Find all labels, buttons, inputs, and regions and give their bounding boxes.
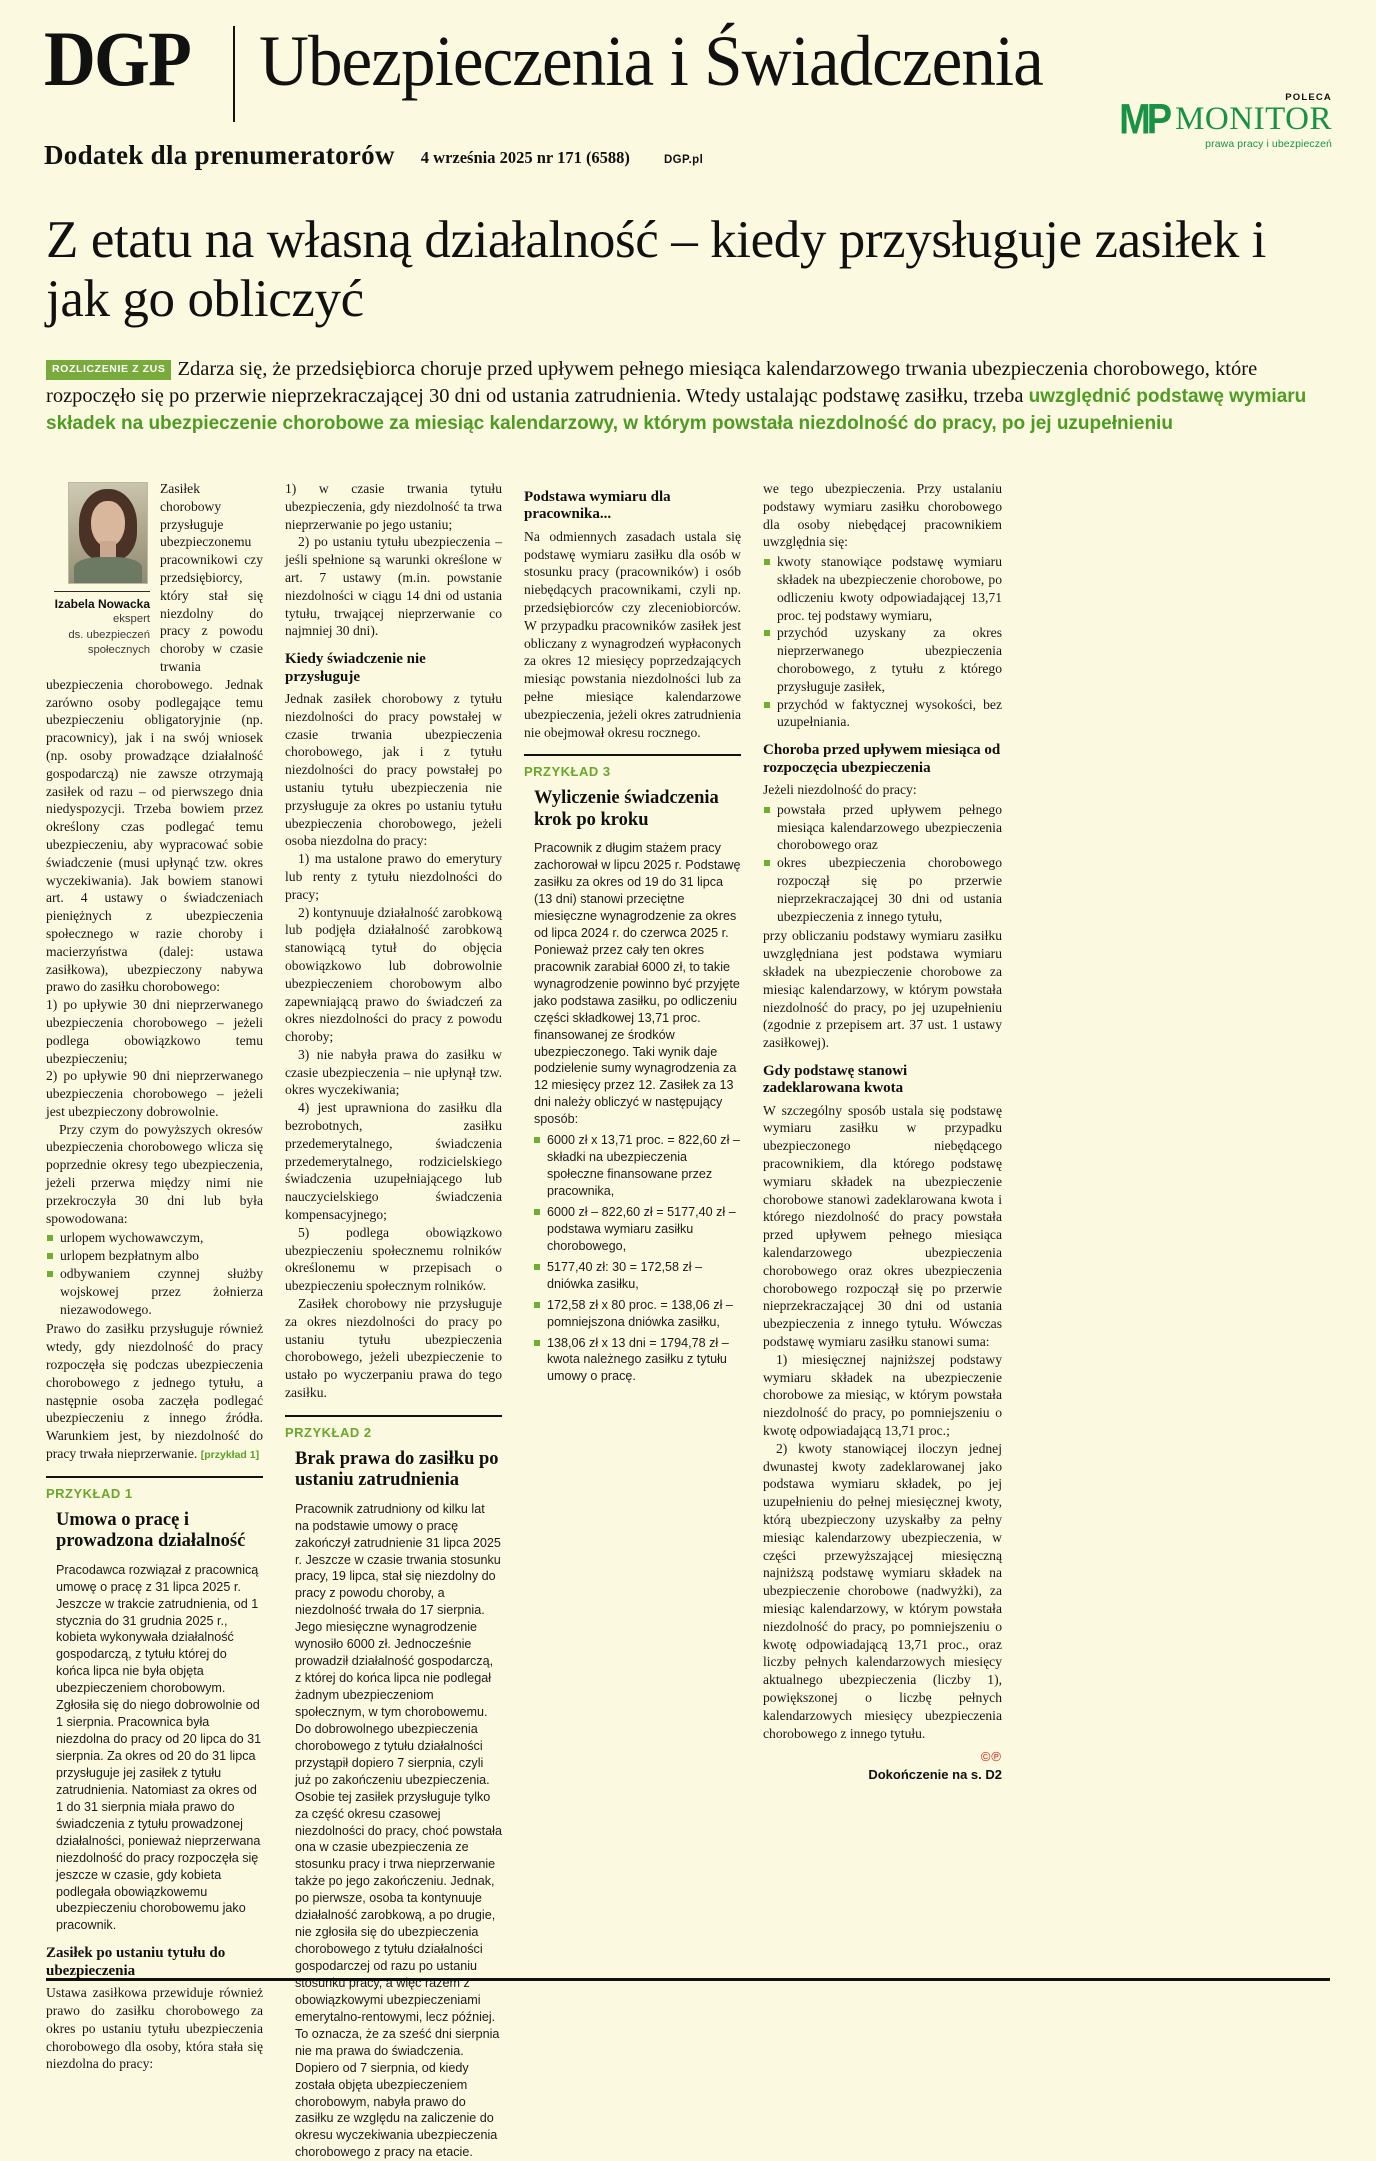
column-2 [285, 480, 524, 2161]
list-item: odbywaniem czynnej służby wojskowej przez żołnierza niezawodowego. [46, 1265, 263, 1318]
list-item: 172,58 zł x 80 proc. = 138,06 zł – pomniejszona dniówka zasiłku, [534, 1297, 741, 1331]
monitor-promo [1119, 92, 1332, 150]
example-label: PRZYKŁAD 2 [285, 1424, 372, 1440]
article-columns [46, 480, 1330, 2161]
example-box-3 [524, 754, 741, 1385]
continuation-note: Dokończenie na s. D2 [868, 1767, 1002, 1783]
author-role-2: ds. ubezpieczeń [68, 628, 150, 641]
example-title: Wyliczenie świadczenia krok po kroku [534, 788, 719, 830]
bullet-list [763, 553, 1002, 731]
calculation-list [534, 1132, 741, 1385]
supplement-subtitle: Dodatek dla prenumeratorów [44, 140, 395, 170]
example-box-1 [46, 1476, 263, 1935]
paragraph: 1) po upływie 30 dni nieprzerwanego ubezpieczenia chorobowego – jeżeli podlega obowiązkowo temu ubezpieczeniu; [46, 997, 263, 1066]
masthead-divider [233, 26, 235, 122]
paragraph: 3) nie nabyła prawa do zasiłku w czasie ubezpieczenia – nie upłynął tzw. okres wyczekiwania; [285, 1046, 502, 1098]
paragraph: we tego ubezpieczenia. Przy ustalaniu podstawy wymiaru zasiłku chorobowego dla osoby niebędącej pracownikiem uwzględnia się: [763, 481, 1002, 550]
section-kicker: ROZLICZENIE Z ZUS [46, 360, 171, 380]
section-heading: Zasiłek po ustaniu tytułu do ubezpieczenia [46, 1945, 226, 1979]
website-label: DGP.pl [663, 154, 704, 166]
column-4 [763, 480, 1002, 2161]
author-box [46, 482, 150, 657]
paragraph [46, 1320, 263, 1462]
example-label: PRZYKŁAD 1 [46, 1485, 133, 1501]
list-item: 6000 zł – 822,60 zł = 5177,40 zł – podstawa wymiaru zasiłku chorobowego, [534, 1204, 741, 1255]
paragraph: 4) jest uprawniona do zasiłku dla bezrobotnych, zasiłku przedemerytalnego, świadczenia przedemerytalnego, rodzicielskiego świadczenia uzupełniającego lub nauczycielskiego świadczenia kompensacyjnego; [285, 1100, 502, 1223]
paragraph: Zasiłek chorobowy przysługuje ubezpieczonemu pracownikowi czy przedsiębiorcy, który stał się niezdolny do pracy z powodu choroby w czasie trwania ubezpieczenia chorobowego. Jednak zarówno osoby podlegające temu ubezpieczeniu obligatoryjnie (np. pracownicy), jak i na swój wniosek (np. osoby prowadzące działalność gospodarczą) nie zawsze otrzymają zasiłek od razu – od pierwszego dnia niedyspozycji. Trzeba bowiem przez określony czas podlegać temu ubezpieczeniu, aby wypracować sobie świadczenie (musi upłynąć tzw. okres wyczekiwania). Jak bowiem stanowi art. 4 ustawy o świadczeniach pieniężnych z ubezpieczenia społecznego w razie choroby i macierzyństwa (dalej: ustawa zasiłkowa), ubezpieczony nabywa prawo do zasiłku chorobowego: [46, 481, 263, 995]
author-name: Izabela Nowacka [54, 597, 150, 611]
masthead-subbar [0, 92, 1376, 171]
headline-block [0, 171, 1376, 330]
example-body: Pracownik zatrudniony od kilku lat na podstawie umowy o pracę zakończył zatrudnienie 31 lipca 2025 r. Jeszcze w czasie trwania stosunku pracy, 19 lipca, stał się niezdolny do pracy z powodu choroby, a niezdolność trwała do 17 sierpnia. Jego miesięczne wynagrodzenie wynosiło 6000 zł. Jednocześnie prowadził działalność gospodarczą, z której do końca lipca nie podlegał żadnym ubezpieczeniom społecznym, w tym chorobowemu. Do dobrowolnego ubezpieczenia chorobowego z tytułu działalności przystąpił dopiero 7 sierpnia, czyli już po zakończeniu ubezpieczenia. Osobie tej zasiłek przysługuje tylko za część okresu czasowej niezdolności do pracy, choć powstała ona w czasie ubezpieczenia ze stosunku pracy i trwa nieprzerwanie także po jego zakończeniu. Jednak, po pierwsze, osoba ta kontynuuje działalność zarobkową, a po drugie, nie zgłosiła się do ubezpieczenia chorobowego z tytułu działalności gospodarczej od razu po ustaniu stosunku pracy, a więc razem z obowiązkowymi ubezpieczeniami emerytalno-rentowymi, lecz później. To oznacza, że za sześć dni sierpnia nie ma prawa do świadczenia. Dopiero od 7 sierpnia, od kiedy została objęta ubezpieczeniem chorobowym, nabyła prawo do zasiłku ze względu na zaliczenie do okresu wyczekiwania ubezpieczenia chorobowego z pracy na etacie. [295, 1501, 502, 2160]
paragraph: 2) kwoty stanowiącej iloczyn jednej dwunastej kwoty zadeklarowanej jako podstawa wymiaru składek, po jej uzupełnieniu do pełnej miesięcznej kwoty, którą ubezpieczony uzyskałby za pełny miesiąc kalendarzowy ubezpieczenia, w części przewyższającej miesięczną najniższą podstawę wymiaru składek na ubezpieczenie chorobowe (nadwyżki), za miesiąc kalendarzowy, w którym powstała niezdolność do pracy, po pomniejszeniu o kwotę odpowiadającą 13,71 proc., oraz liczby pełnych kalendarzowych miesięcy aktualnego ubezpieczenia (liczby 1), powiększonej o liczbę pełnych kalendarzowych miesięcy ubezpieczenia chorobowego z innego tytułu. [763, 1440, 1002, 1741]
example-label: PRZYKŁAD 3 [524, 764, 611, 780]
paragraph: W szczególny sposób ustala się podstawę wymiaru zasiłku w przypadku ubezpieczonego niebędącego pracownikiem, dla którego podstawę wymiaru składek na ubezpieczenie chorobowe stanowi zadeklarowana kwota i którego niezdolność do pracy powstała przed upływem pełnego miesiąca kalendarzowego ubezpieczenia chorobowego oraz okres ubezpieczenia chorobowego rozpoczął się po przerwie nieprzekraczającej 30 dni od ustania ubezpieczenia z innego tytułu. Wówczas podstawę wymiaru zasiłku stanowi suma: [763, 1102, 1002, 1350]
copyright-marks: ©℗ [980, 1749, 1002, 1765]
paragraph: 1) w czasie trwania tytułu ubezpieczenia, gdy niezdolność ta trwa nieprzerwanie po jego ustaniu; [285, 481, 502, 532]
dgp-logo: DGP [44, 15, 190, 102]
paragraph: 2) kontynuuje działalność zarobkową lub podjęła działalność zarobkową stanowiącą tytuł do objęcia obowiązkowo lub dobrowolnie ubezpieczeniem chorobowym albo zapewniającą prawo do świadczeń za okres niezdolności do pracy z powodu choroby; [285, 904, 502, 1045]
paragraph: 2) po upływie 90 dni nieprzerwanego ubezpieczenia chorobowego – jeżeli jest ubezpieczony dobrowolnie. [46, 1068, 263, 1119]
lead-text-black: Zdarza się, że przedsiębiorca choruje przed upływem pełnego miesiąca kalendarzowego trwania ubezpieczenia chorobowego, które rozpoczęło się po przerwie nieprzekraczającej 30 dni od ustania zatrudnienia. Wtedy ustalając podstawę zasiłku, trzeba [46, 357, 1258, 407]
list-item: 138,06 zł x 13 dni = 1794,78 zł – kwota należnego zasiłku z tytułu umowy o pracę. [534, 1335, 741, 1386]
section-heading: Podstawa wymiaru dla pracownika... [524, 489, 671, 523]
paragraph: 1) ma ustalone prawo do emerytury lub renty z tytułu niezdolności do pracy; [285, 851, 502, 902]
list-item: 6000 zł x 13,71 proc. = 822,60 zł – składki na ubezpieczenia społeczne finansowane przez pracownika, [534, 1132, 741, 1200]
paragraph: Jeżeli niezdolność do pracy: [763, 781, 917, 797]
lead-text-green: uwzględnić podstawę wymiaru składek na ubezpieczenie chorobowe za miesiąc kalendarzowy, w którym powstała niezdolność do pracy, po jej uzupełnieniu [46, 385, 1307, 435]
bullet-list [46, 1229, 263, 1318]
example-body: Pracownik z długim stażem pracy zachorował w lipcu 2025 r. Podstawę zasiłku za okres od 19 do 31 lipca (13 dni) stanowi przeciętne miesięczne wynagrodzenie za okres od lipca 2024 r. do czerwca 2025 r. Ponieważ przez cały ten okres pracownik zarabiał 6000 zł, to takie wynagrodzenie powinno być przyjęte jako podstawa zasiłku, po odliczeniu części składkowej 13,71 proc. finansowanej ze środków ubezpieczonego. Taki wynik daje podzielenie sumy wynagrodzenia za 12 miesięcy przez 12. Zasiłek za 13 dni należy obliczyć w następujący sposób: [534, 841, 741, 1127]
mp-logo-icon: MP [1119, 96, 1169, 144]
issue-date: 4 września 2025 nr 171 (6588) [420, 148, 630, 167]
section-heading: Kiedy świadczenie nie przysługuje [285, 651, 426, 685]
example-title: Umowa o pracę i prowadzona działalność [56, 1509, 246, 1552]
paragraph: 5) podlega obowiązkowo ubezpieczeniu społecznemu rolników określonemu w przepisach o ubezpieczeniu społecznym rolników. [285, 1224, 502, 1294]
supplement-title: Ubezpieczenia i Świadczenia [258, 21, 1043, 101]
paragraph: Zasiłek chorobowy nie przysługuje za okres niezdolności do pracy po ustaniu tytułu ubezpieczenia chorobowego, jeżeli ubezpieczenie to ustało po wyczerpaniu prawa do tego zasiłku. [285, 1296, 502, 1401]
example-box-2 [285, 1415, 502, 2161]
section-heading: Choroba przed upływem miesiąca od rozpoczęcia ubezpieczenia [763, 742, 1001, 776]
bullet-list [763, 801, 1002, 926]
list-item: urlopem bezpłatnym albo [46, 1247, 263, 1265]
paragraph: przy obliczaniu podstawy wymiaru zasiłku uwzględniana jest podstawa wymiaru składek na ubezpieczenie chorobowe za miesiąc kalendarzowy, w którym powstała niezdolność do pracy, po jej uzupełnieniu (zgodnie z przepisem art. 37 ust. 1 ustawy zasiłkowej). [763, 928, 1002, 1051]
list-item: powstała przed upływem pełnego miesiąca kalendarzowego ubezpieczenia chorobowego oraz [763, 801, 1002, 854]
article-footer [763, 1749, 1002, 1782]
author-role-1: ekspert [112, 613, 150, 626]
page-title: Z etatu na własną działalność – kiedy przysługuje zasiłek i jak go obliczyć [46, 211, 1267, 329]
monitor-brand: MONITOR [1175, 101, 1332, 138]
poleca-label: POLECA [1285, 92, 1332, 103]
page-bottom-rule [46, 1978, 1330, 1981]
example-title: Brak prawa do zasiłku po ustaniu zatrudnienia [295, 1448, 499, 1491]
avatar [68, 482, 148, 584]
paragraph: Jednak zasiłek chorobowy z tytułu niezdolności do pracy powstałej w czasie trwania ubezpieczenia chorobowego, jak i z tytułu niezdolności do pracy powstałej po ustaniu tytułu ubezpieczenia nie przysługuje za okres po ustaniu tytułu ubezpieczenia chorobowego, jeżeli osoba niezdolna do pracy: [285, 690, 502, 849]
list-item: przychód uzyskany za okres nieprzerwanego ubezpieczenia chorobowego, z tytułu z którego przysługuje zasiłek, [763, 624, 1002, 695]
paragraph: Przy czym do powyższych okresów ubezpieczenia chorobowego wlicza się poprzednie okresy tego ubezpieczenia, jeżeli przerwa między nimi nie przekroczyła 30 dni lub była spowodowana: [46, 1121, 263, 1226]
list-item: 5177,40 zł: 30 = 172,58 zł – dniówka zasiłku, [534, 1259, 741, 1293]
column-3 [524, 480, 763, 2161]
list-item: okres ubezpieczenia chorobowego rozpoczął się po przerwie nieprzekraczającej 30 dni od ustania ubezpieczenia z innego tytułu, [763, 854, 1002, 925]
list-item: kwoty stanowiące podstawę wymiaru składek na ubezpieczenie chorobowe, po odliczeniu kwoty odpowiadającej 13,71 proc. tej podstawy wymiaru, [763, 553, 1002, 624]
paragraph-text: Prawo do zasiłku przysługuje również wtedy, gdy niezdolność do pracy rozpoczęła się podczas ubezpieczenia chorobowego z jednego tytułu, a następnie osoba zaczęła podlegać ubezpieczeniu z innego źródła. Warunkiem jest, by niezdolność do pracy trwała nieprzerwanie. [46, 1321, 263, 1462]
lead-paragraph [0, 330, 1376, 438]
paragraph: Na odmiennych zasadach ustala się podstawę wymiaru zasiłku dla osób w stosunku pracy (pracowników) i osób niebędących pracownikami, czyli np. przedsiębiorców czy zleceniobiorców. W przypadku pracowników zasiłek jest obliczany z wynagrodzeń wypłaconych za okres 12 miesięcy poprzedzających miesiąc powstania niezdolności lub za pełne miesiące kalendarzowe ubezpieczenia, jeżeli okres zatrudnienia nie obejmował okresu rocznego. [524, 528, 741, 740]
section-heading: Gdy podstawę stanowi zadeklarowana kwota [763, 1062, 908, 1097]
column-1 [46, 480, 285, 2161]
list-item: przychód w faktycznej wysokości, bez uzupełniania. [763, 696, 1002, 732]
author-role-3: społecznych [87, 643, 150, 656]
example-body: Pracodawca rozwiązał z pracownicą umowę o pracę z 31 lipca 2025 r. Jeszcze w trakcie zatrudnienia, od 1 stycznia do 31 grudnia 2025 r., kobieta wykonywała działalność gospodarczą, z tytułu której do końca lipca nie była objęta ubezpieczeniem chorobowym. Zgłosiła się do niego dobrowolnie od 1 sierpnia. Pracownica była niezdolna do pracy od 20 lipca do 31 sierpnia. Za okres od 20 do 31 lipca przysługuje jej zasiłek z tytułu zatrudnienia. Natomiast za okres od 1 do 31 sierpnia miała prawo do świadczenia z tytułu prowadzonej działalności, ponieważ nieprzerwana niezdolność do pracy rozpoczęła się jeszcze w czasie, gdy kobieta podlegała obowiązkowemu ubezpieczeniu chorobowemu jako pracownik. [56, 1562, 262, 1933]
paragraph: Ustawa zasiłkowa przewiduje również prawo do zasiłku chorobowego za okres po ustaniu tytułu ubezpieczenia chorobowego dla osoby, która stała się niezdolna do pracy: [46, 1985, 263, 2072]
example-reference: [przykład 1] [200, 1449, 260, 1462]
list-item: urlopem wychowawczym, [46, 1229, 263, 1247]
divider [54, 591, 150, 592]
paragraph: 1) miesięcznej najniższej podstawy wymiaru składek na ubezpieczenie chorobowe za miesiąc, w którym powstała niezdolność do pracy, po pomniejszeniu o kwotę odpowiadającą 13,71 proc.; [763, 1351, 1002, 1439]
paragraph: 2) po ustaniu tytułu ubezpieczenia – jeśli spełnione są warunki określone w art. 7 ustawy (m.in. powstanie niezdolności w ciągu 14 dni od ustania tytułu, trwającej nieprzerwanie co najmniej 30 dni). [285, 534, 502, 639]
monitor-tagline: prawa pracy i ubezpieczeń [1205, 138, 1332, 151]
